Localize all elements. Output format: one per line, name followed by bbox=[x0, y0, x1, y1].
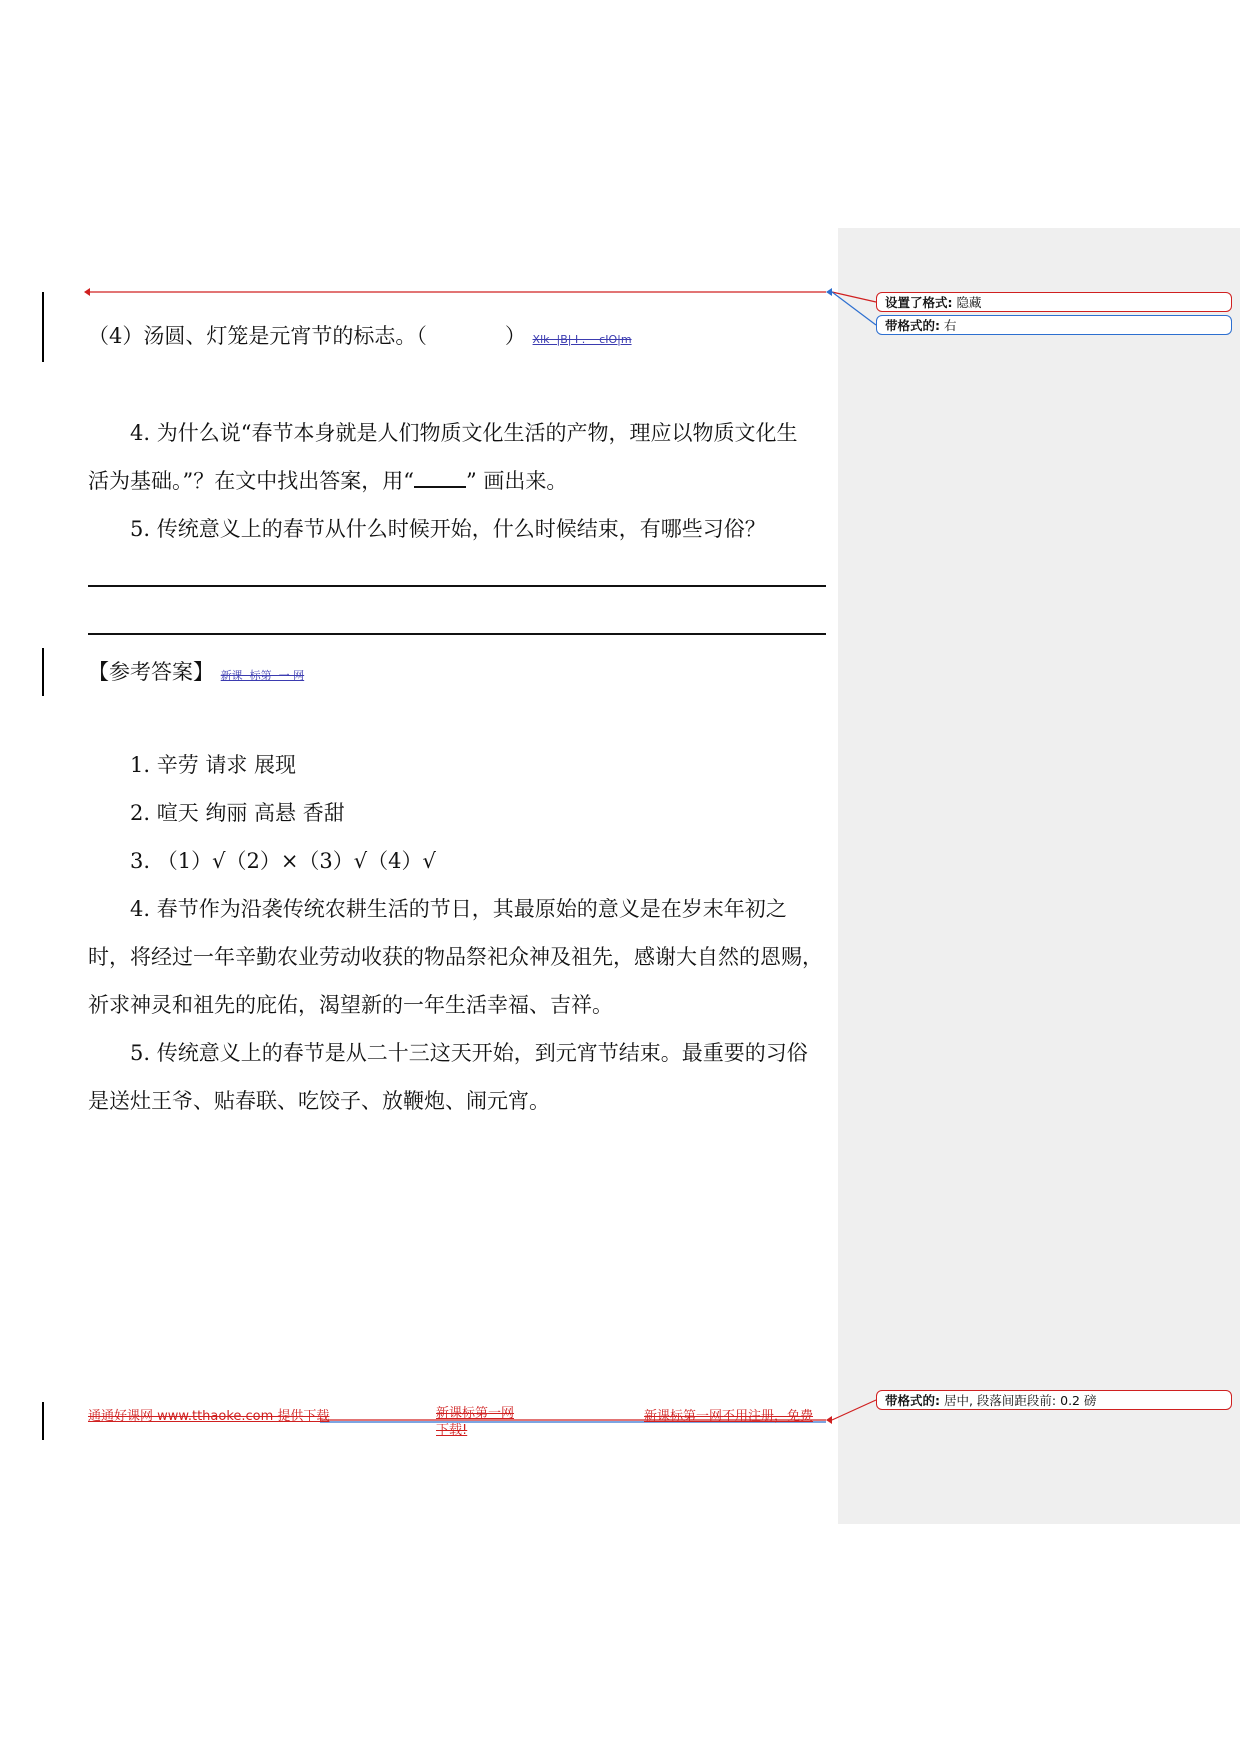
underline-sample bbox=[414, 466, 466, 488]
answer-4-line-2: 时，将经过一年辛勤农业劳动收获的物品祭祀众神及祖先，感谢大自然的恩赐， bbox=[88, 945, 823, 969]
format-balloon-centered[interactable] bbox=[876, 1390, 1232, 1410]
question-4-line-1: 4. 为什么说“春节本身就是人们物质文化生活的产物，理应以物质文化生 bbox=[130, 421, 798, 445]
answer-2: 2. 喧天 绚丽 高悬 香甜 bbox=[130, 801, 345, 825]
balloon-label: 带格式的: bbox=[885, 318, 940, 333]
answer-5-line-1: 5. 传统意义上的春节是从二十三这天开始，到元宵节结束。最重要的习俗 bbox=[130, 1041, 808, 1065]
balloon-value: 右 bbox=[943, 318, 957, 333]
question-4-line-2: 活为基础。”？在文中找出答案，用“ ” 画出来。 bbox=[88, 466, 567, 496]
format-balloon-hidden[interactable] bbox=[876, 292, 1232, 312]
footer-middle-link[interactable]: 新课标第一网 下载! bbox=[436, 1406, 515, 1438]
balloon-value: 居中, 段落间距段前: 0.2 磅 bbox=[943, 1393, 1097, 1408]
balloon-label: 设置了格式: bbox=[885, 295, 953, 310]
answer-5-line-2: 是送灶王爷、贴春联、吃饺子、放鞭炮、闹元宵。 bbox=[88, 1089, 550, 1113]
answer-3: 3. （1）√（2）×（3）√（4）√ bbox=[130, 849, 436, 873]
answers-heading: 【参考答案】 新课 标第 一 网 bbox=[88, 660, 305, 684]
inserted-revision-text: Xlk |B| I . cIO|m bbox=[532, 333, 632, 346]
balloon-label: 带格式的: bbox=[885, 1393, 940, 1408]
footer-right-link[interactable]: 新课标第一网不用注册，免费 bbox=[644, 1409, 814, 1424]
answer-line bbox=[88, 633, 826, 635]
answer-line bbox=[88, 585, 826, 587]
inserted-revision-text: 新课 标第 一 网 bbox=[220, 669, 305, 682]
answer-1: 1. 辛劳 请求 展现 bbox=[130, 753, 297, 777]
balloon-value: 隐藏 bbox=[956, 295, 982, 310]
format-balloon-right[interactable] bbox=[876, 315, 1232, 335]
answer-4-line-1: 4. 春节作为沿袭传统农耕生活的节日，其最原始的意义是在岁末年初之 bbox=[130, 897, 787, 921]
answer-4-line-3: 祈求神灵和祖先的庇佑，渴望新的一年生活幸福、吉祥。 bbox=[88, 993, 613, 1017]
footer-left-link[interactable]: 通通好课网 www.tthaoke.com 提供下载 bbox=[88, 1409, 330, 1424]
question-5: 5. 传统意义上的春节从什么时候开始，什么时候结束，有哪些习俗？ bbox=[130, 517, 766, 541]
question-item-4: （4）汤圆、灯笼是元宵节的标志。（ ） Xlk |B| I . cIO|m bbox=[88, 324, 632, 348]
